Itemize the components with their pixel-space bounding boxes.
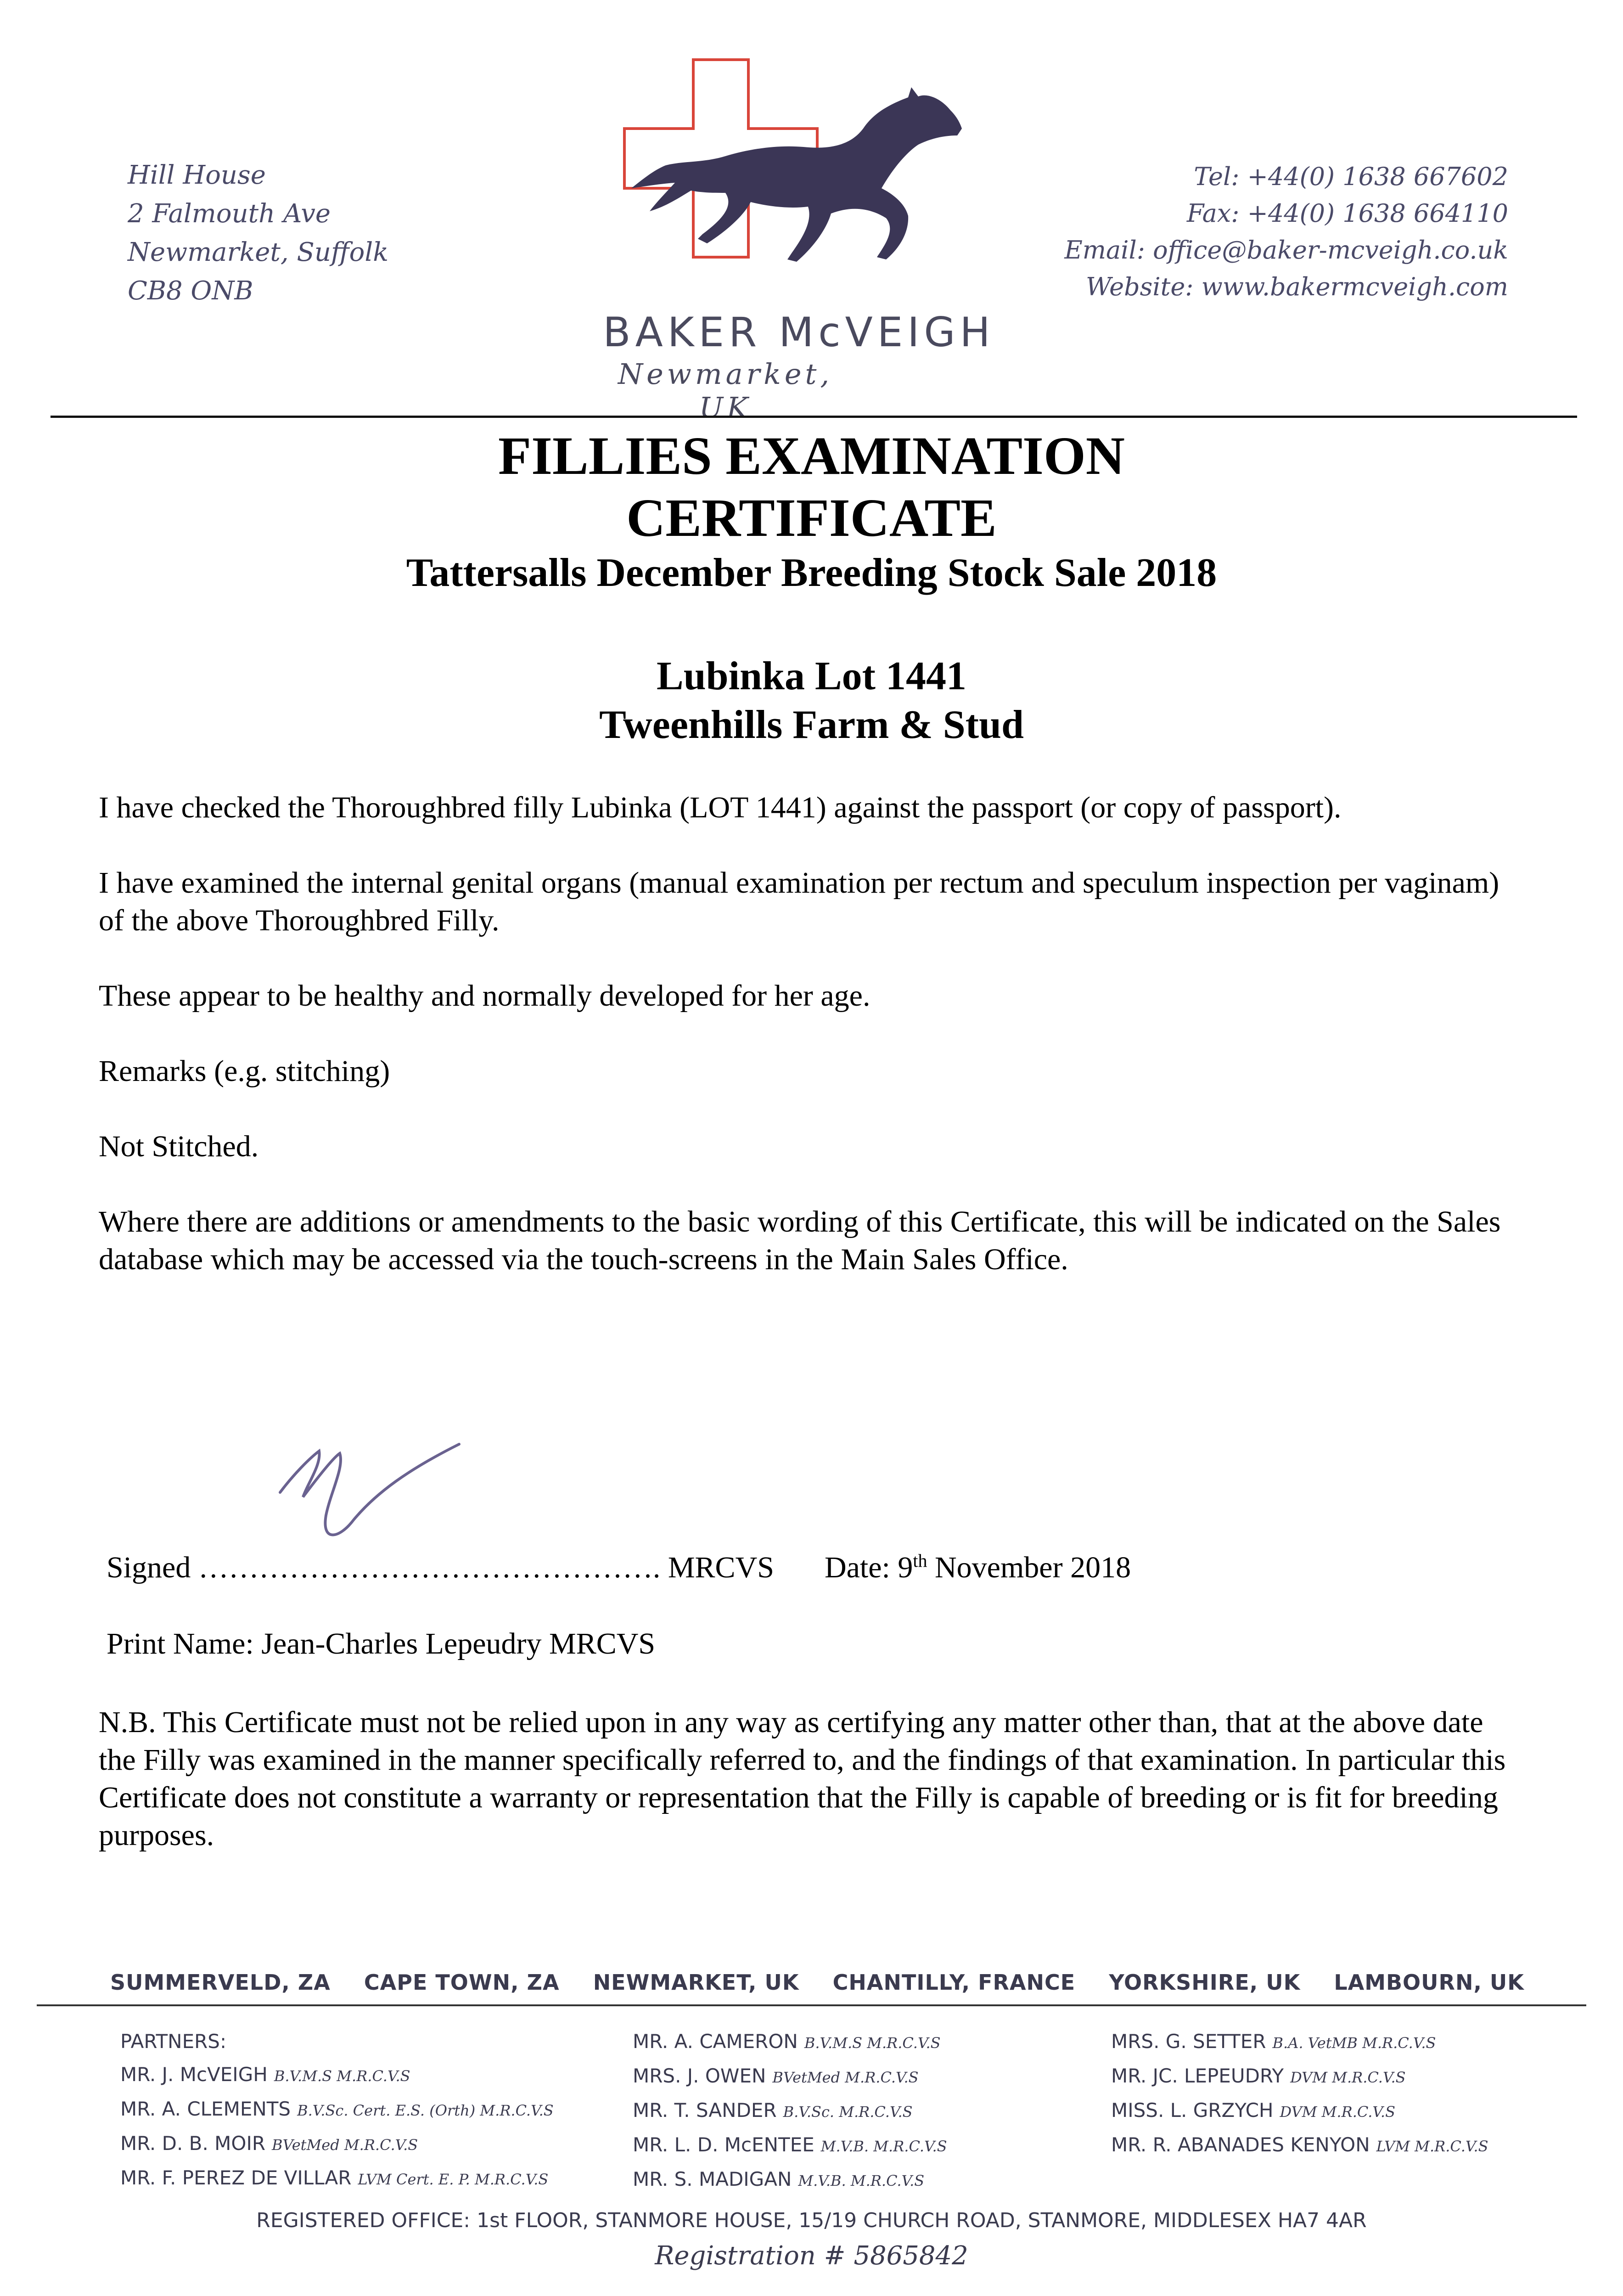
phone: Tel: +44(0) 1638 667602 — [1194, 162, 1508, 191]
partner: MR. A. CLEMENTS B.V.Sc. Cert. E.S. (Orth) M.R.C.V.S — [120, 2098, 554, 2120]
date-prefix: Date: 9 — [824, 1551, 913, 1584]
office-summerveld: SUMMERVELD, ZA — [110, 1970, 331, 1995]
office-cape-town: CAPE TOWN, ZA — [364, 1970, 560, 1995]
office-yorkshire: YORKSHIRE, UK — [1109, 1970, 1301, 1995]
partner: MR. D. B. MOIR BVetMed M.R.C.V.S — [120, 2132, 418, 2155]
partner: MR. JC. LEPEUDRY DVM M.R.C.V.S — [1111, 2065, 1406, 2087]
email[interactable]: Email: office@baker-mcveigh.co.uk — [1064, 236, 1508, 264]
partner: MR. F. PEREZ DE VILLAR LVM Cert. E. P. M.R.C.V.S — [120, 2167, 549, 2189]
website[interactable]: Website: www.bakermcveigh.com — [1086, 272, 1508, 301]
partner: MRS. J. OWEN BVetMed M.R.C.V.S — [633, 2065, 919, 2087]
address-line: 2 Falmouth Ave — [128, 199, 331, 229]
partners-column-2 — [633, 2025, 947, 2197]
address-line: Newmarket, Suffolk — [128, 237, 389, 267]
address-line: Hill House — [128, 160, 266, 190]
fax: Fax: +44(0) 1638 664110 — [1186, 199, 1508, 228]
header-divider — [51, 416, 1577, 418]
baker-mcveigh-logo — [611, 55, 1001, 317]
date-rest: November 2018 — [927, 1551, 1131, 1584]
handwritten-signature — [275, 1424, 468, 1557]
examination-paragraph: I have examined the internal genital organs (manual examination per rectum and speculum inspection per vaginam) of the above Thoroughbred Filly. — [99, 866, 1499, 937]
partner: MR. S. MADIGAN M.V.B. M.R.C.V.S — [633, 2168, 925, 2190]
partners-column-3 — [1111, 2025, 1488, 2163]
office-chantilly: CHANTILLY, FRANCE — [832, 1970, 1076, 1995]
footer-divider — [37, 2004, 1586, 2006]
office-lambourn: LAMBOURN, UK — [1334, 1970, 1524, 1995]
remarks-value: Not Stitched. — [99, 1130, 259, 1163]
partner: MR. T. SANDER B.V.Sc. M.R.C.V.S — [633, 2099, 913, 2122]
brand-location: Newmarket, UK — [618, 357, 833, 424]
signed-line — [107, 1550, 1131, 1585]
lot-title: Lubinka Lot 1441 — [657, 654, 966, 698]
health-paragraph: These appear to be healthy and normally developed for her age. — [99, 979, 870, 1013]
signed-label: Signed ………………………………………. MRCVS — [107, 1551, 774, 1584]
date-suffix-sup: th — [913, 1550, 927, 1571]
office-address — [128, 156, 388, 310]
partner: MR. A. CAMERON B.V.M.S M.R.C.V.S — [633, 2030, 941, 2053]
horse-icon — [631, 87, 962, 262]
passport-check-paragraph: I have checked the Thoroughbred filly Lubinka (LOT 1441) against the passport (or copy of passport). — [99, 791, 1342, 824]
partners-label: PARTNERS: — [120, 2030, 227, 2053]
brand-name: BAKER McVEIGH — [603, 309, 995, 356]
address-line: CB8 ONB — [128, 276, 253, 306]
registered-office: REGISTERED OFFICE: 1st FLOOR, STANMORE HOUSE, 15/19 CHURCH ROAD, STANMORE, MIDDLESEX HA7 4AR — [256, 2209, 1367, 2232]
registration-number: Registration # 5865842 — [655, 2241, 968, 2271]
partner: MRS. G. SETTER B.A. VetMB M.R.C.V.S — [1111, 2030, 1436, 2053]
remarks-label: Remarks (e.g. stitching) — [99, 1054, 390, 1088]
nb-disclaimer: N.B. This Certificate must not be relied upon in any way as certifying any matter other than, that at the above date the Filly was examined in the manner specifically referred to, and the findings of that examination. In particular this Certificate does not constitute a warranty or representation that the Filly is capable of breeding or is fit for breeding purposes. — [99, 1705, 1506, 1852]
amendments-paragraph: Where there are additions or amendments to the basic wording of this Certificate, this will be indicated on the Sales database which may be accessed via the touch-screens in the Main Sales Office. — [99, 1205, 1501, 1276]
contact-details — [1003, 158, 1508, 305]
print-name: Print Name: Jean-Charles Lepeudry MRCVS — [107, 1627, 656, 1660]
office-locations — [110, 1970, 1524, 1995]
office-newmarket: NEWMARKET, UK — [593, 1970, 799, 1995]
partner: MR. J. McVEIGH B.V.M.S M.R.C.V.S — [120, 2063, 410, 2086]
partner: MISS. L. GRZYCH DVM M.R.C.V.S — [1111, 2099, 1395, 2122]
sale-name: Tattersalls December Breeding Stock Sale 2018 — [406, 551, 1217, 595]
partners-column-1 — [120, 2025, 554, 2196]
certificate-title-line2: CERTIFICATE — [626, 488, 997, 548]
partner: MR. L. D. McENTEE M.V.B. M.R.C.V.S — [633, 2133, 947, 2156]
certificate-title-line1: FILLIES EXAMINATION — [498, 426, 1125, 486]
partner: MR. R. ABANADES KENYON LVM M.R.C.V.S — [1111, 2133, 1488, 2156]
vendor-name: Tweenhills Farm & Stud — [599, 703, 1024, 747]
